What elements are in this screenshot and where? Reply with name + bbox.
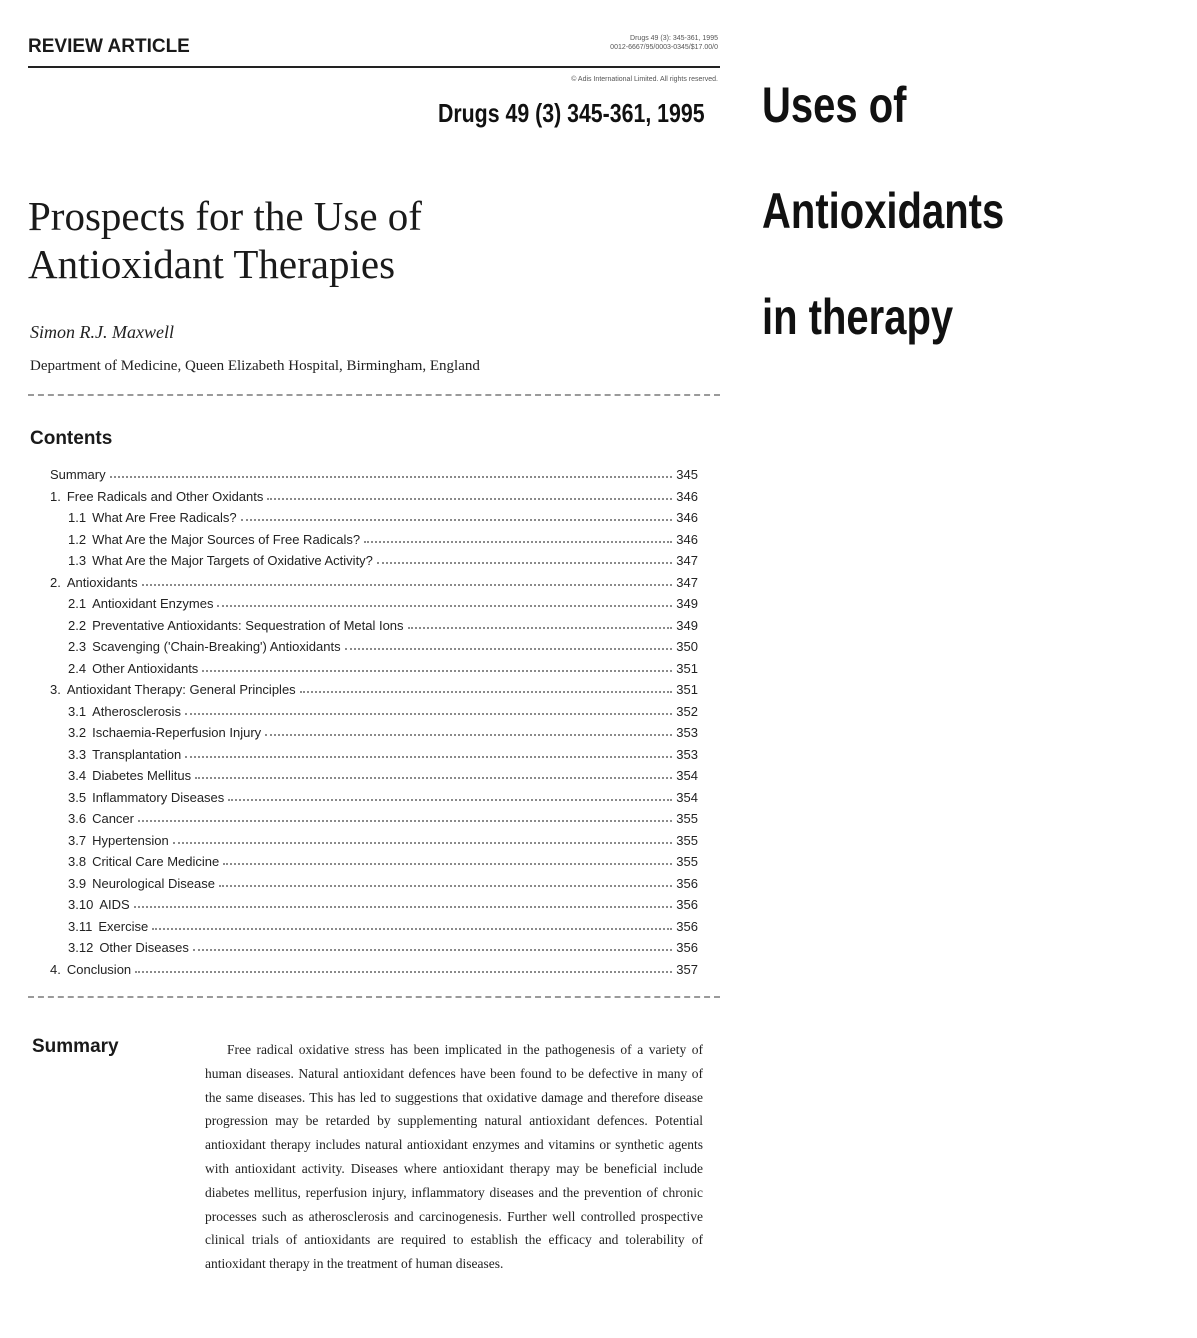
- toc-entry: [50, 959, 698, 977]
- toc-entry-title: Cancer: [92, 811, 134, 826]
- toc-entry-title: Other Diseases: [99, 940, 189, 955]
- toc-leader-dots: [345, 648, 672, 650]
- toc-entry-page: 356: [676, 897, 698, 912]
- toc-entry-page: 345: [676, 467, 698, 482]
- toc-entry-number: 3.3: [68, 746, 87, 762]
- toc-entry-number: 1.3: [68, 553, 87, 568]
- toc-leader-dots: [185, 756, 672, 758]
- toc-entry-title: Transplantation: [92, 746, 182, 762]
- toc-entry-page: 354: [676, 768, 698, 783]
- summary-heading: Summary: [32, 1036, 119, 1057]
- journal-info-line-2: 0012-6667/95/0003-0345/$17.00/0: [610, 44, 718, 51]
- toc-entry-page: 346: [676, 488, 698, 504]
- toc-entry-number: 1.: [50, 488, 61, 504]
- toc-entry: [68, 851, 698, 869]
- toc-entry-title: Critical Care Medicine: [92, 854, 220, 869]
- paper-title-line-2: Antioxidant Therapies: [28, 241, 396, 287]
- divider-bottom: [28, 996, 720, 998]
- toc-entry-number: 3.12: [68, 940, 94, 955]
- toc-leader-dots: [202, 670, 672, 672]
- toc-entry-page: 356: [676, 875, 698, 891]
- toc-entry: [68, 744, 698, 762]
- toc-entry-title: What Are Free Radicals?: [92, 510, 237, 525]
- toc-entry-page: 349: [676, 596, 698, 611]
- toc-entry-number: 2.: [50, 574, 61, 590]
- toc-entry-number: 3.7: [68, 832, 87, 848]
- toc-leader-dots: [228, 799, 672, 801]
- toc-entry-title: Scavenging ('Chain-Breaking') Antioxidants: [92, 639, 341, 654]
- toc-entry-title: Other Antioxidants: [92, 660, 199, 676]
- toc-leader-dots: [265, 734, 672, 736]
- toc-entry-page: 352: [676, 703, 698, 719]
- toc-entry-page: 351: [676, 660, 698, 676]
- toc-leader-dots: [152, 928, 672, 930]
- toc-entry: [68, 830, 698, 848]
- toc-entry-number: 3.5: [68, 789, 87, 805]
- toc-entry-page: 347: [676, 553, 698, 568]
- toc-entry-number: 4.: [50, 961, 61, 977]
- toc-entry-number: 1.1: [68, 510, 87, 525]
- toc-entry-number: 3.8: [68, 854, 87, 869]
- toc-entry-page: 355: [676, 854, 698, 869]
- toc-entry: [68, 894, 698, 912]
- toc-entry-title: Atherosclerosis: [92, 703, 181, 719]
- toc-entry: [68, 873, 698, 891]
- toc-entry: [68, 787, 698, 805]
- journal-info: [560, 34, 718, 52]
- toc-entry: [68, 550, 698, 568]
- toc-entry-title: Antioxidant Therapy: General Principles: [66, 682, 296, 697]
- toc-leader-dots: [134, 906, 672, 908]
- toc-entry-title: Summary: [50, 467, 106, 482]
- divider-top: [28, 394, 720, 396]
- summary-text: Free radical oxidative stress has been implicated in the pathogenesis of a variety of human diseases. Natural antioxidant defences have been found to be defective in many of the same diseases. This has led to suggestions that oxidative damage and therefore disease progression may be retarded by supplementing natural antioxidant defences. Potential antioxidant therapy includes natural antioxidant enzymes and vitamins or synthetic agents with antioxidant activity. Diseases where antioxidant therapy may be beneficial include diabetes mellitus, reperfusion injury, inflammatory diseases and the prevention of chronic processes such as atherosclerosis and carcinogenesis. Further well controlled prospective clinical trials of antioxidants are required to establish the efficacy and tolerability of antioxidant therapy in the treatment of human diseases.: [205, 1042, 703, 1272]
- toc-leader-dots: [219, 885, 672, 887]
- toc-leader-dots: [135, 971, 672, 973]
- toc-entry-number: 3.2: [68, 725, 87, 740]
- toc-entry: [68, 701, 698, 719]
- toc-leader-dots: [241, 519, 672, 521]
- toc-entry-title: Antioxidants: [66, 574, 138, 590]
- toc-entry-title: Inflammatory Diseases: [92, 789, 225, 805]
- toc-entry-title: Free Radicals and Other Oxidants: [66, 488, 264, 504]
- article-type-label: REVIEW ARTICLE: [28, 36, 190, 57]
- toc-entry-page: 349: [676, 617, 698, 633]
- toc-leader-dots: [193, 949, 672, 951]
- toc-entry-number: 2.2: [68, 617, 87, 633]
- toc-entry-page: 355: [676, 832, 698, 848]
- toc-entry-number: 3.11: [68, 918, 93, 934]
- toc-entry-title: Antioxidant Enzymes: [92, 596, 214, 611]
- side-note-line-2: Antioxidants: [762, 183, 1005, 239]
- toc-entry: [68, 636, 698, 654]
- paper-title: [28, 192, 588, 288]
- toc-entry: [68, 765, 698, 783]
- toc-entry: [68, 937, 698, 955]
- toc-leader-dots: [138, 820, 672, 822]
- toc-entry-number: 2.4: [68, 660, 87, 676]
- citation: Drugs 49 (3) 345-361, 1995: [437, 98, 705, 128]
- toc-leader-dots: [185, 713, 672, 715]
- toc-entry-title: Conclusion: [66, 961, 132, 977]
- toc-leader-dots: [217, 605, 672, 607]
- side-note-line-3: in therapy: [762, 289, 954, 345]
- toc-entry-page: 351: [676, 682, 698, 697]
- toc-entry: [68, 916, 698, 934]
- toc-entry-page: 350: [676, 639, 698, 654]
- toc-entry: [50, 572, 698, 590]
- toc-leader-dots: [408, 627, 672, 629]
- paper-title-line-1: Prospects for the Use of: [28, 193, 422, 239]
- toc-entry: [50, 486, 698, 504]
- toc-entry: [50, 679, 698, 697]
- toc-entry-number: 2.3: [68, 639, 87, 654]
- toc-entry-page: 346: [676, 510, 698, 525]
- toc-entry-page: 353: [676, 725, 698, 740]
- contents-heading: Contents: [30, 428, 113, 449]
- toc-entry-number: 3.: [50, 682, 61, 697]
- toc-entry-number: 3.10: [68, 897, 94, 912]
- toc-entry: [68, 593, 698, 611]
- toc-leader-dots: [377, 562, 672, 564]
- toc-entry-title: What Are the Major Sources of Free Radicals?: [92, 531, 361, 547]
- author-name: Simon R.J. Maxwell: [30, 322, 174, 342]
- toc-entry-number: 3.1: [68, 703, 87, 719]
- toc-entry-title: Neurological Disease: [92, 875, 215, 891]
- toc-entry-title: Exercise: [98, 918, 149, 934]
- toc-entry-page: 356: [676, 940, 698, 955]
- toc-entry: [68, 808, 698, 826]
- toc-entry-title: What Are the Major Targets of Oxidative Activity?: [92, 553, 373, 568]
- toc-entry-page: 354: [676, 789, 698, 805]
- toc-entry-number: 3.9: [68, 875, 87, 891]
- toc-entry-number: 2.1: [68, 596, 87, 611]
- toc-leader-dots: [223, 863, 672, 865]
- toc-entry: [50, 464, 698, 482]
- toc-leader-dots: [173, 842, 672, 844]
- journal-info-line-1: Drugs 49 (3): 345-361, 1995: [630, 35, 718, 42]
- toc-entry: [68, 507, 698, 525]
- toc-entry-page: 355: [676, 811, 698, 826]
- toc-entry: [68, 722, 698, 740]
- toc-leader-dots: [110, 476, 672, 478]
- side-note: [762, 52, 1182, 370]
- toc-entry: [68, 658, 698, 676]
- toc-entry-number: 3.6: [68, 811, 87, 826]
- toc-entry-title: Ischaemia-Reperfusion Injury: [92, 725, 262, 740]
- toc-entry: [68, 615, 698, 633]
- toc-leader-dots: [300, 691, 672, 693]
- toc-entry-page: 347: [676, 574, 698, 590]
- toc-entry-page: 353: [676, 746, 698, 762]
- toc-entry-page: 356: [676, 918, 698, 934]
- toc-leader-dots: [195, 777, 672, 779]
- toc-leader-dots: [364, 541, 672, 543]
- toc-entry-page: 357: [676, 961, 698, 977]
- toc-entry: [68, 529, 698, 547]
- toc-leader-dots: [267, 498, 672, 500]
- toc-entry-title: Diabetes Mellitus: [92, 768, 192, 783]
- toc-entry-title: Hypertension: [92, 832, 169, 848]
- toc-entry-number: 3.4: [68, 768, 87, 783]
- copyright-notice: © Adis International Limited. All rights reserved.: [571, 76, 718, 83]
- toc-leader-dots: [142, 584, 672, 586]
- toc-entry-title: AIDS: [99, 897, 130, 912]
- toc-entry-number: 1.2: [68, 531, 87, 547]
- header-rule: [28, 66, 720, 68]
- side-note-line-1: Uses of: [762, 77, 907, 133]
- author-affiliation: Department of Medicine, Queen Elizabeth Hospital, Birmingham, England: [30, 358, 480, 374]
- toc-entry-title: Preventative Antioxidants: Sequestration of Metal Ions: [92, 617, 404, 633]
- toc-entry-page: 346: [676, 531, 698, 547]
